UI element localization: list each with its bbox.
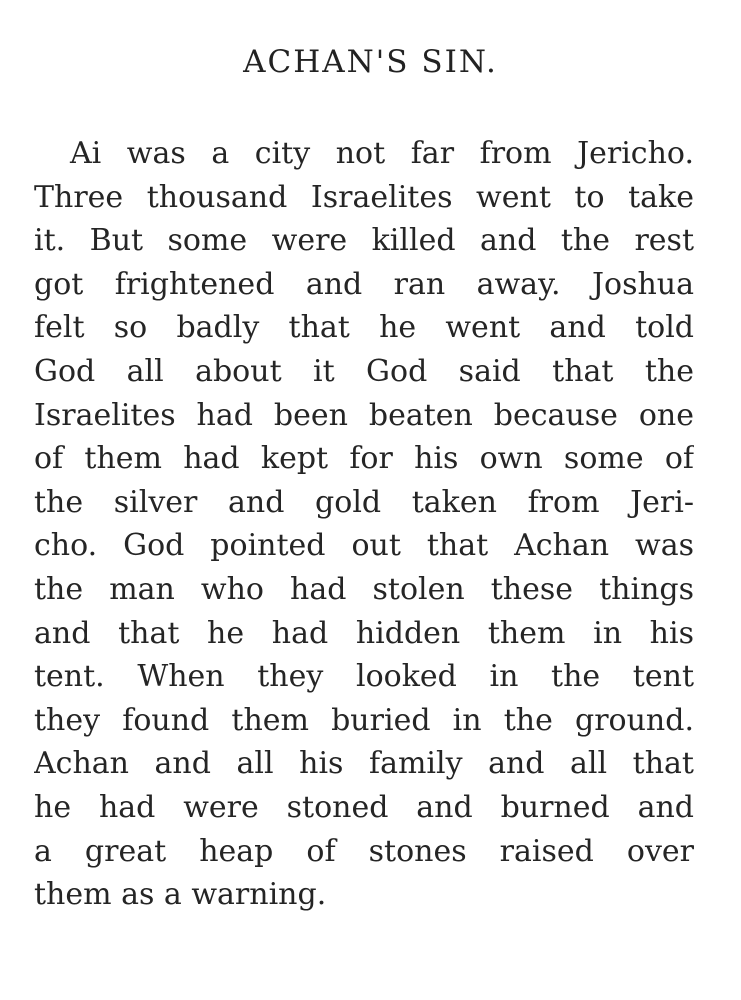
text-line: cho. God pointed out that Achan was bbox=[34, 528, 694, 564]
text-line: Ai was a city not far from Jericho. bbox=[70, 136, 694, 171]
text-line: a great heap of stones raised over bbox=[34, 833, 694, 869]
text-line: Achan and all his family and all that bbox=[34, 746, 694, 782]
text-line: they found them buried in the ground. bbox=[34, 702, 694, 738]
text-line: them as a warning. bbox=[34, 877, 327, 913]
text-line: it. But some were killed and the rest bbox=[34, 223, 694, 259]
text-line: got frightened and ran away. Joshua bbox=[34, 266, 694, 302]
text-line: the man who had stolen these things bbox=[34, 571, 694, 607]
text-line: Israelites had been beaten because one bbox=[34, 397, 694, 433]
story-paragraph bbox=[34, 132, 694, 917]
text-line: God all about it God said that the bbox=[34, 353, 694, 389]
text-line: of them had kept for his own some of bbox=[34, 441, 694, 477]
text-line: he had were stoned and burned and bbox=[34, 789, 694, 825]
page-title: ACHAN'S SIN. bbox=[243, 44, 498, 80]
text-line: and that he had hidden them in his bbox=[34, 615, 694, 651]
text-line: Three thousand Israelites went to take bbox=[34, 179, 694, 215]
text-line: the silver and gold taken from Jeri- bbox=[34, 484, 694, 520]
text-line: tent. When they looked in the tent bbox=[34, 659, 694, 695]
text-line: felt so badly that he went and told bbox=[34, 310, 694, 346]
